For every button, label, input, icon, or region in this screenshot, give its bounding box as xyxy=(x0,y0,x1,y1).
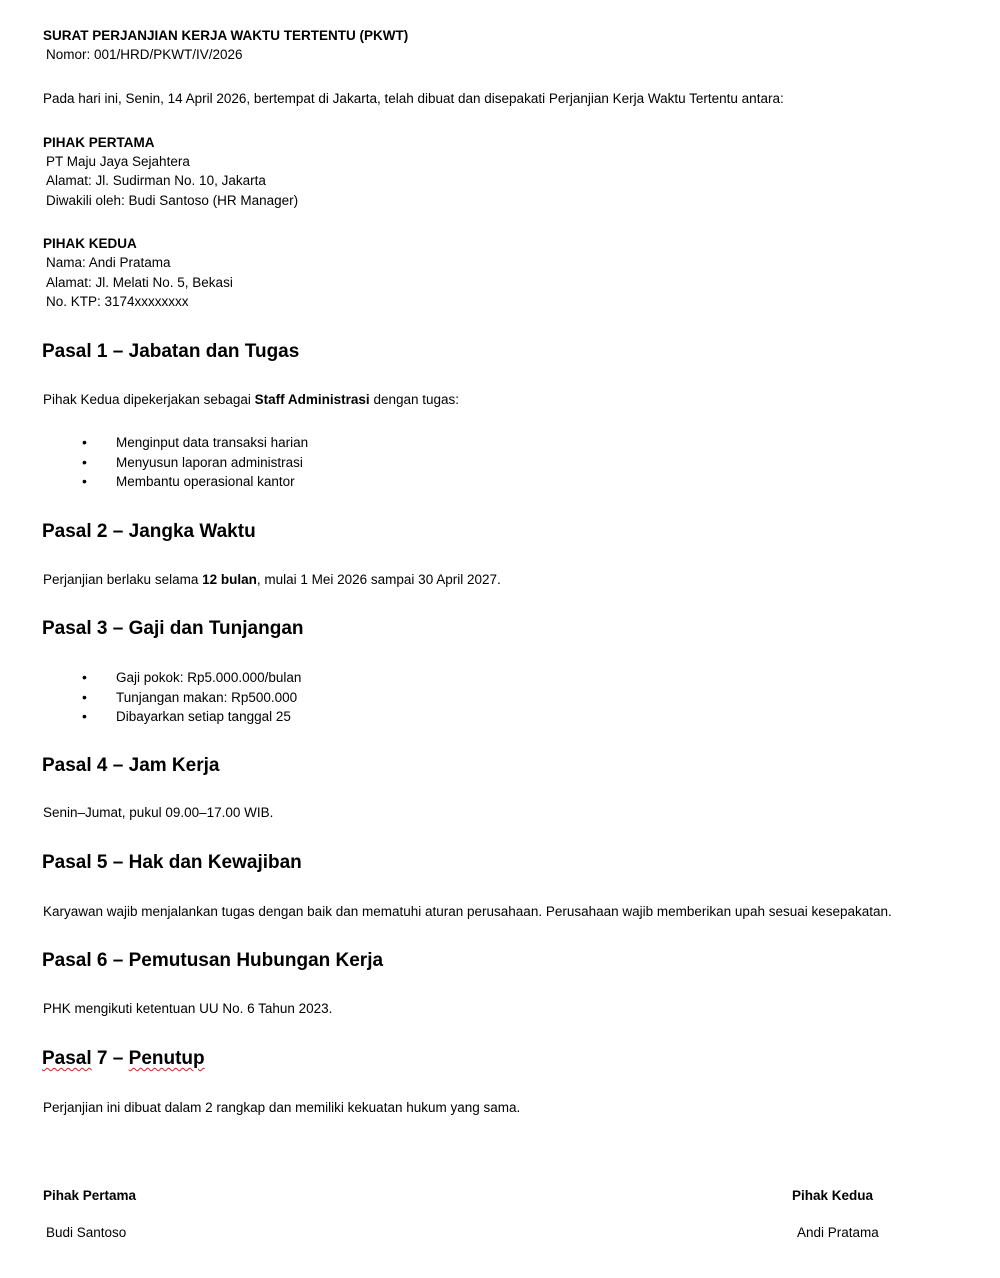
pihak-pertama-label: PIHAK PERTAMA xyxy=(43,135,155,150)
pasal-6-heading: Pasal 6 – Pemutusan Hubungan Kerja xyxy=(42,950,384,971)
intro-paragraph: Pada hari ini, Senin, 14 April 2026, bertempat di Jakarta, telah dibuat dan disepakati Perjanjian Kerja Waktu Tertentu antara: xyxy=(43,91,784,106)
pasal-7-paragraph: Perjanjian ini dibuat dalam 2 rangkap dan memiliki kekuatan hukum yang sama. xyxy=(43,1100,521,1115)
list-item: • Membantu operasional kantor xyxy=(80,472,308,492)
pasal-2-duration: 12 bulan xyxy=(202,572,257,587)
pasal-4-heading: Pasal 4 – Jam Kerja xyxy=(42,755,220,776)
document-number: Nomor: 001/HRD/PKWT/IV/2026 xyxy=(46,47,243,62)
pasal-1-task-list xyxy=(80,433,308,492)
pasal-1-paragraph xyxy=(43,390,459,409)
pasal-3-salary-list xyxy=(80,668,301,727)
pasal-7-word-penutup: Penutup xyxy=(128,1048,205,1069)
pihak-kedua-name: Nama: Andi Pratama xyxy=(46,255,171,270)
pasal-7-word-pasal: Pasal xyxy=(42,1048,92,1069)
list-item: • Gaji pokok: Rp5.000.000/bulan xyxy=(80,668,301,688)
signature-right-name: Andi Pratama xyxy=(797,1225,879,1240)
signature-left-label: Pihak Pertama xyxy=(43,1188,137,1203)
pihak-pertama-address: Alamat: Jl. Sudirman No. 10, Jakarta xyxy=(46,173,266,188)
pihak-pertama-representative: Diwakili oleh: Budi Santoso (HR Manager) xyxy=(46,193,299,208)
list-item: • Menginput data transaksi harian xyxy=(80,433,308,453)
signature-left-name: Budi Santoso xyxy=(46,1225,127,1240)
pasal-7-heading xyxy=(42,1047,205,1071)
pihak-kedua-label: PIHAK KEDUA xyxy=(43,236,137,251)
pasal-6-paragraph: PHK mengikuti ketentuan UU No. 6 Tahun 2023. xyxy=(43,1001,333,1016)
pasal-2-text-after: , mulai 1 Mei 2026 sampai 30 April 2027. xyxy=(256,572,501,587)
pasal-5-heading: Pasal 5 – Hak dan Kewajiban xyxy=(42,852,302,873)
pasal-1-heading: Pasal 1 – Jabatan dan Tugas xyxy=(42,341,300,362)
pasal-2-paragraph xyxy=(43,570,501,589)
pasal-2-heading: Pasal 2 – Jangka Waktu xyxy=(42,521,256,542)
pasal-4-paragraph: Senin–Jumat, pukul 09.00–17.00 WIB. xyxy=(43,805,274,820)
pihak-kedua-ktp: No. KTP: 3174xxxxxxxx xyxy=(46,294,189,309)
document-title: SURAT PERJANJIAN KERJA WAKTU TERTENTU (PKWT) xyxy=(43,28,409,43)
pihak-kedua-address: Alamat: Jl. Melati No. 5, Bekasi xyxy=(46,275,233,290)
list-item: • Tunjangan makan: Rp500.000 xyxy=(80,688,301,708)
pasal-5-paragraph: Karyawan wajib menjalankan tugas dengan baik dan mematuhi aturan perusahaan. Perusahaan wajib memberikan upah sesuai kesepakatan. xyxy=(43,904,892,919)
pasal-1-position: Staff Administrasi xyxy=(254,392,370,407)
pasal-7-heading-mid: 7 – xyxy=(91,1048,129,1069)
list-item: • Menyusun laporan administrasi xyxy=(80,453,308,473)
pasal-2-text-before: Perjanjian berlaku selama xyxy=(43,572,203,587)
pihak-pertama-company: PT Maju Jaya Sejahtera xyxy=(46,154,190,169)
list-item: • Dibayarkan setiap tanggal 25 xyxy=(80,707,301,727)
pasal-1-text-after: dengan tugas: xyxy=(369,392,460,407)
signature-right-label: Pihak Kedua xyxy=(792,1188,874,1203)
pasal-3-heading: Pasal 3 – Gaji dan Tunjangan xyxy=(42,618,304,639)
pasal-1-text-before: Pihak Kedua dipekerjakan sebagai xyxy=(43,392,255,407)
